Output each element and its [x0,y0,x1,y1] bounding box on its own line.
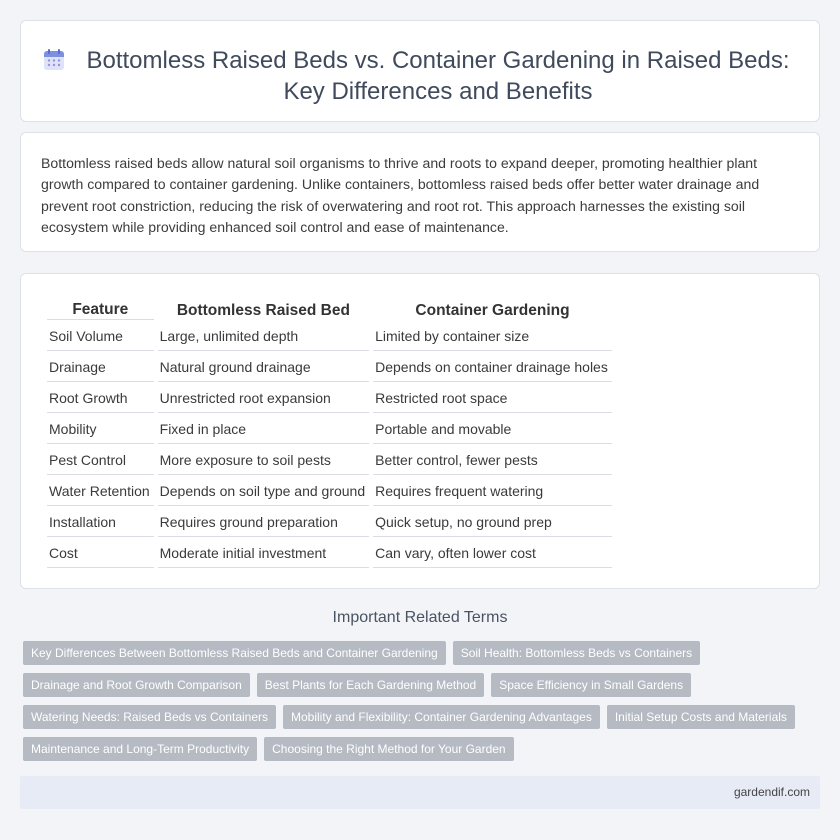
table-cell: Large, unlimited depth [158,322,369,351]
table-row [47,446,612,475]
table-cell: Requires frequent watering [373,477,612,506]
footer [20,776,820,809]
table-cell: Natural ground drainage [158,353,369,382]
table-header-row [47,298,612,320]
calendar-icon [42,45,78,77]
table-cell: Installation [47,508,154,537]
table-cell: Moderate initial investment [158,539,369,568]
table-cell: Water Retention [47,477,154,506]
footer-site-name[interactable]: gardendif.com [733,785,810,799]
table-cell: Requires ground preparation [158,508,369,537]
related-term-tag[interactable]: Initial Setup Costs and Materials [607,705,795,729]
column-header-feature: Feature [47,298,154,320]
table-cell: Fixed in place [158,415,369,444]
table-row [47,353,612,382]
table-row [47,477,612,506]
table-cell: Limited by container size [373,322,612,351]
table-row [47,508,612,537]
intro-card [20,132,820,252]
table-row [47,539,612,568]
comparison-table-card [20,273,820,589]
related-terms-heading: Important Related Terms [332,609,508,626]
table-row [47,322,612,351]
table-cell: Can vary, often lower cost [373,539,612,568]
table-cell: More exposure to soil pests [158,446,369,475]
related-term-tag[interactable]: Space Efficiency in Small Gardens [491,673,691,697]
table-cell: Root Growth [47,384,154,413]
table-cell: Cost [47,539,154,568]
table-cell: Pest Control [47,446,154,475]
page-title: Bottomless Raised Beds vs. Container Gardening in Raised Beds: Key Differences and Benefits [86,47,790,105]
related-term-tag[interactable]: Watering Needs: Raised Beds vs Containers [23,705,276,729]
related-term-tag[interactable]: Mobility and Flexibility: Container Gardening Advantages [283,705,600,729]
table-cell: Restricted root space [373,384,612,413]
column-header-container: Container Gardening [415,302,570,319]
table-row [47,415,612,444]
table-cell: Quick setup, no ground prep [373,508,612,537]
table-cell: Portable and movable [373,415,612,444]
related-term-tag[interactable]: Drainage and Root Growth Comparison [23,673,250,697]
table-cell: Unrestricted root expansion [158,384,369,413]
related-term-tag[interactable]: Key Differences Between Bottomless Raised Beds and Container Gardening [23,641,446,665]
related-terms-list [23,641,823,769]
related-term-tag[interactable]: Choosing the Right Method for Your Garden [264,737,513,761]
related-term-tag[interactable]: Soil Health: Bottomless Beds vs Containers [453,641,700,665]
table-cell: Mobility [47,415,154,444]
related-term-tag[interactable]: Maintenance and Long-Term Productivity [23,737,257,761]
table-cell: Soil Volume [47,322,154,351]
related-term-tag[interactable]: Best Plants for Each Gardening Method [257,673,484,697]
column-header-bottomless: Bottomless Raised Bed [176,302,350,319]
table-cell: Depends on container drainage holes [373,353,612,382]
table-cell: Better control, fewer pests [373,446,612,475]
intro-paragraph: Bottomless raised beds allow natural soil organisms to thrive and roots to expand deeper, promoting healthier plant growth compared to container gardening. Unlike containers, bottomless raised beds offer better water drainage and prevent root constriction, reducing the risk of overwatering and root rot. This approach harnesses the existing soil ecosystem while providing enhanced soil control and ease of maintenance. [41,155,760,235]
table-cell: Drainage [47,353,154,382]
table-row [47,384,612,413]
title-card [20,20,820,122]
table-cell: Depends on soil type and ground [158,477,369,506]
comparison-table [43,296,616,570]
